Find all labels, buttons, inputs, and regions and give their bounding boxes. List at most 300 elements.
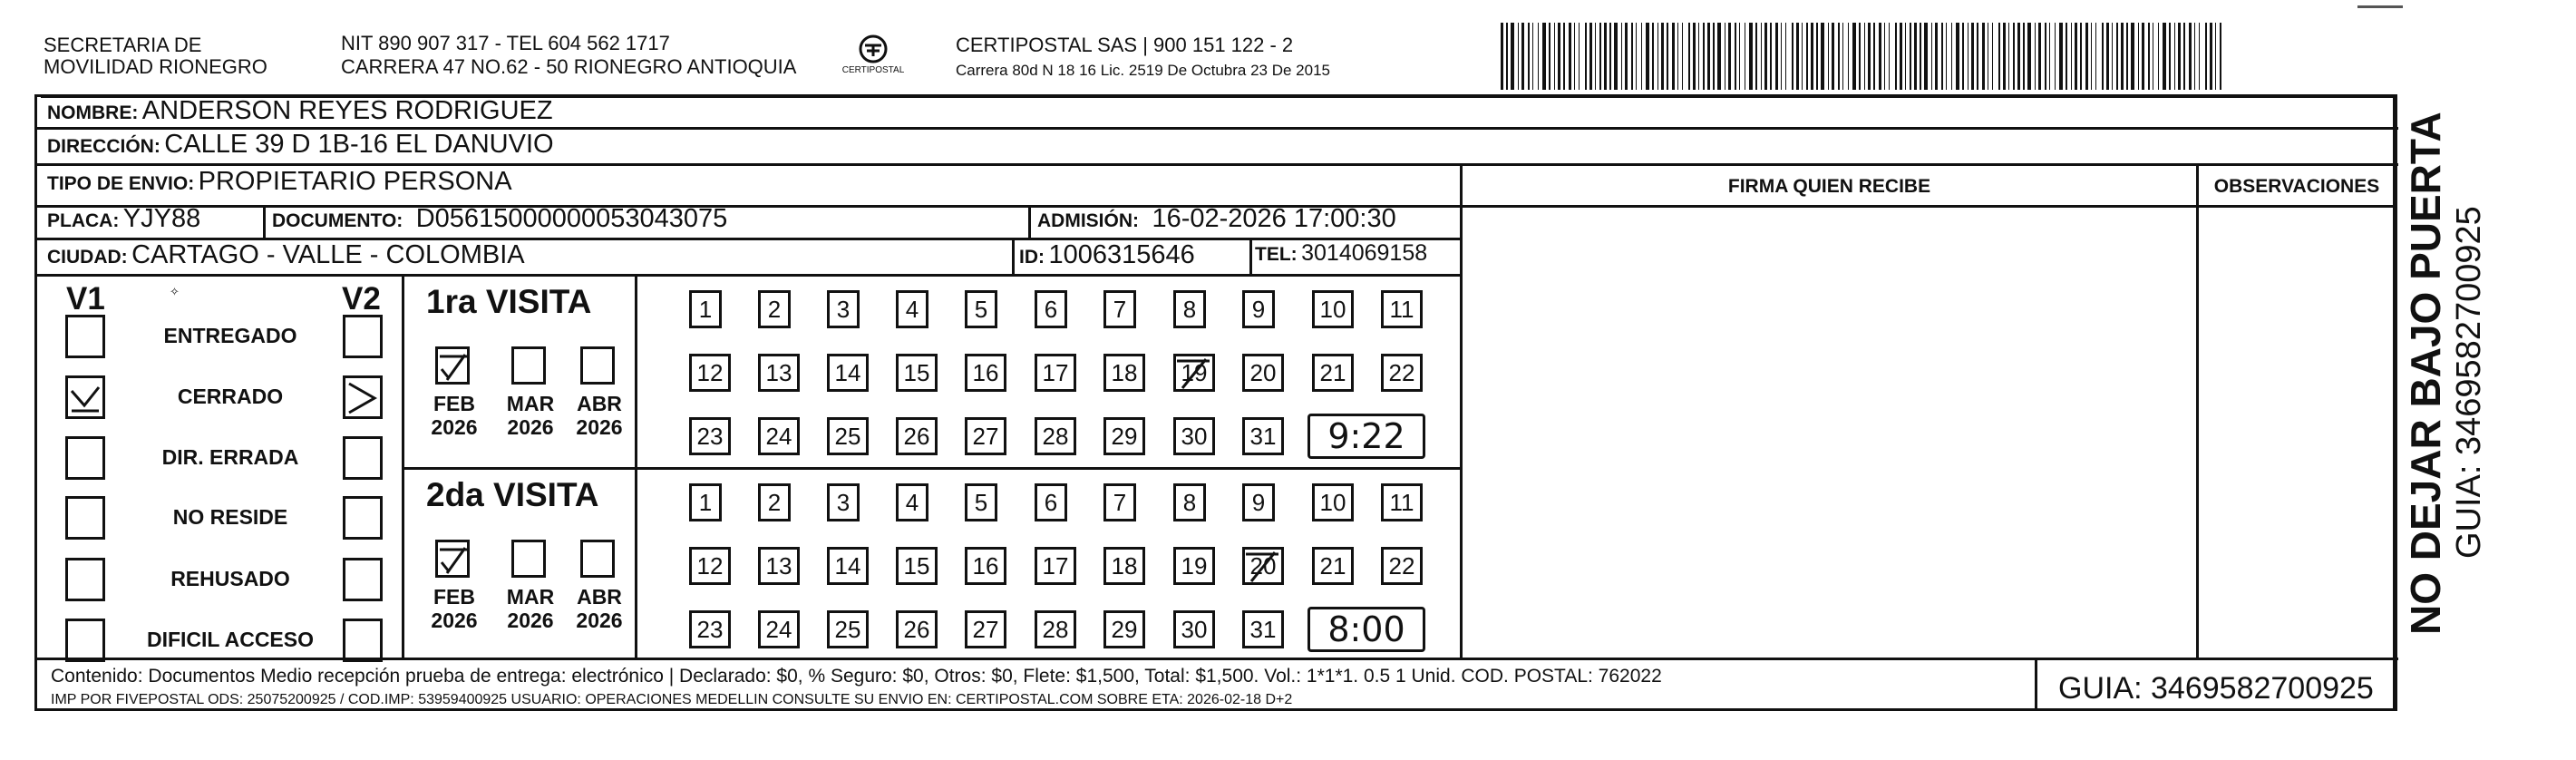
barcode-bar [1864,23,1865,90]
address-label: DIRECCIÓN: [47,136,160,157]
day-number: 7 [1113,296,1127,323]
side-guide: GUIA: 3469582700925 [2450,206,2488,559]
cell-divider [1012,238,1015,274]
barcode-bar [1532,23,1533,90]
day-number: 9 [1251,296,1266,323]
day-cell[interactable] [1035,354,1076,392]
footer-line [37,658,2398,660]
day-cell[interactable] [1242,290,1275,328]
barcode-bar [2080,23,2082,90]
address-line: CARRERA 47 NO.62 - 50 RIONEGRO ANTIOQUIA [341,55,797,78]
barcode-bar [1698,23,1699,90]
barcode-bar [1599,23,1601,90]
day-cell[interactable] [689,483,722,521]
visit-title: 2da VISITA [426,476,599,513]
address-field [47,130,554,160]
barcode-bar [1693,23,1696,90]
day-number: 26 [903,616,930,643]
v2-checkbox-4[interactable] [343,558,383,601]
day-cell[interactable] [758,483,791,521]
day-number: 24 [765,423,792,450]
day-cell[interactable] [1312,290,1354,328]
check-mark-icon [68,378,104,418]
day-number: 29 [1111,616,1138,643]
day-cell[interactable] [1242,610,1284,648]
barcode-bar [1501,23,1503,90]
barcode-bar [1563,23,1565,90]
v2-checkbox-1[interactable] [343,375,383,419]
day-cell[interactable] [965,417,1006,455]
name-value: ANDERSON REYES RODRIGUEZ [141,96,553,125]
col-line [635,274,637,658]
barcode-bar [1802,23,1803,90]
document-label: DOCUMENTO: [272,210,403,231]
status-label: NO RESIDE [172,505,288,529]
barcode-bar [1905,23,1906,90]
day-cell[interactable] [689,610,731,648]
admission-field [1037,204,1396,234]
tel-label: TEL: [1255,244,1298,265]
day-cell[interactable] [1035,547,1076,585]
day-cell[interactable] [1173,610,1215,648]
check-mark-icon [345,378,382,418]
day-cell[interactable] [827,547,869,585]
barcode-bar [1821,23,1824,90]
v1-checkbox-2[interactable] [65,436,105,480]
day-number: 19 [1181,359,1208,386]
day-cell[interactable] [1173,417,1215,455]
day-cell[interactable] [758,610,800,648]
day-cell[interactable] [965,610,1006,648]
day-cell[interactable] [1312,483,1354,521]
cross-mark-icon [1242,547,1284,585]
cell-divider [263,205,266,238]
admission-label: ADMISIÓN: [1037,210,1139,231]
day-cell[interactable] [689,290,722,328]
barcode-bar [2112,23,2113,90]
visit-time-box[interactable] [1307,414,1425,459]
day-cell[interactable] [1381,547,1423,585]
barcode-bar [2183,23,2185,90]
day-number: 14 [834,359,861,386]
day-number: 28 [1042,423,1069,450]
barcode-bar [1728,23,1731,90]
day-cell[interactable] [896,290,928,328]
row-line [1463,205,2396,208]
barcode-bar [1816,23,1818,90]
visit-time-value: 9:22 [1327,416,1405,456]
barcode-bar [1621,23,1622,90]
day-number: 25 [834,423,861,450]
day-number: 2 [767,489,782,516]
barcode-bar [1511,23,1514,90]
day-number: 2 [767,296,782,323]
day-cell[interactable] [1242,417,1284,455]
v2-checkbox-0[interactable] [343,315,383,358]
day-number: 29 [1111,423,1138,450]
barcode-bar [1558,23,1560,90]
year-label: 2026 [576,415,623,439]
side-warning: NO DEJAR BAJO PUERTA [2402,112,2449,635]
license-line: Carrera 80d N 18 16 Lic. 2519 De Octubra 23 De 2015 [956,62,1330,79]
plate-label: PLACA: [47,210,120,231]
day-cell[interactable] [1103,290,1136,328]
barcode-bar [1717,23,1721,90]
barcode-bar [1956,23,1959,90]
barcode-bar [2178,23,2181,90]
day-cell[interactable] [1103,547,1145,585]
name-label: NOMBRE: [47,102,139,123]
barcode-bar [1574,23,1575,90]
barcode-bar [1951,23,1952,90]
footer-guide: GUIA: 3469582700925 [2058,671,2374,706]
observations-header: OBSERVACIONES [2213,176,2380,197]
barcode-bar [2027,23,2031,90]
v1-checkbox-3[interactable] [65,496,105,540]
barcode-bar [1735,23,1736,90]
day-number: 21 [1319,359,1346,386]
visit-time-box[interactable] [1307,607,1425,652]
barcode-bar [1873,23,1875,90]
barcode-bar [1688,23,1690,90]
nit-line: NIT 890 907 317 - TEL 604 562 1717 [341,32,670,54]
day-cell[interactable] [965,483,997,521]
v2-checkbox-3[interactable] [343,496,383,540]
barcode-bar [1900,23,1902,90]
day-cell[interactable] [827,610,869,648]
day-cell[interactable] [1035,610,1076,648]
barcode-bar [1542,23,1546,90]
barcode-bar [1625,23,1628,90]
barcode-bar [1785,23,1786,90]
barcode-bar [1884,23,1885,90]
barcode-bar [1652,23,1654,90]
day-number: 18 [1111,552,1138,580]
barcode [1501,23,2226,93]
day-cell[interactable] [689,354,731,392]
day-number: 6 [1044,296,1058,323]
day-cell[interactable] [1312,354,1354,392]
barcode-bar [1931,23,1932,90]
barcode-bar [2059,23,2063,90]
day-cell[interactable] [689,547,731,585]
month-checkbox-feb[interactable] [435,540,470,578]
barcode-bar [2194,23,2195,90]
day-number: 30 [1181,423,1208,450]
visit-time-value: 8:00 [1327,609,1405,649]
day-cell[interactable] [896,610,938,648]
day-number: 27 [972,616,999,643]
day-number: 31 [1249,423,1277,450]
status-label: DIFICIL ACCESO [146,628,314,651]
barcode-bar [1554,23,1555,90]
barcode-bar [2189,23,2192,90]
barcode-bar [2023,23,2025,90]
city-value: CARTAGO - VALLE - COLOMBIA [131,240,525,269]
barcode-bar [1806,23,1808,90]
barcode-bar [1992,23,1993,90]
barcode-bar [2148,23,2150,90]
day-cell[interactable] [896,417,938,455]
city-label: CIUDAD: [47,247,128,268]
barcode-bar [2055,23,2056,90]
month-label: ABR [577,585,622,609]
v2-checkbox-2[interactable] [343,436,383,480]
barcode-bar [1506,23,1508,90]
plate-value: YJY88 [122,204,201,233]
barcode-bar [1589,23,1592,90]
barcode-bar [2066,23,2067,90]
barcode-bar [2003,23,2006,90]
day-cell[interactable] [827,290,860,328]
barcode-bar [1755,23,1757,90]
barcode-bar [1982,23,1985,90]
barcode-bar [2035,23,2036,90]
day-number: 25 [834,616,861,643]
type-label: TIPO DE ENVIO: [47,173,195,194]
check-mark-icon [438,349,469,384]
barcode-bar [2017,23,2020,90]
day-cell[interactable] [1173,354,1215,392]
barcode-bar [1838,23,1840,90]
day-number: 17 [1042,359,1069,386]
day-number: 8 [1182,489,1197,516]
day-number: 20 [1249,359,1277,386]
barcode-bar [1703,23,1705,90]
barcode-bar [2106,23,2109,90]
day-number: 31 [1249,616,1277,643]
day-number: 3 [836,489,851,516]
v2-header: V2 [342,281,381,317]
day-cell[interactable] [1381,290,1423,328]
col-line [2395,94,2397,711]
cell-divider [1028,205,1031,238]
barcode-bar [1852,23,1856,90]
barcode-bar [1935,23,1938,90]
barcode-bar [2169,23,2171,90]
barcode-bar [1941,23,1943,90]
barcode-bar [1962,23,1964,90]
month-checkbox-mar[interactable] [511,346,546,385]
tel-value: 3014069158 [1301,240,1428,266]
footer-print-line: IMP POR FIVEPOSTAL ODS: 25075200925 / COD.IMP: 53959400925 USUARIO: OPERACIONES MEDELLIN CONSULTE SU ENVIO EN: CERTIPOSTAL.COM SOBRE ETA: 2026-02-18 D+2 [51,692,1293,707]
barcode-bar [1528,23,1530,90]
day-cell[interactable] [1242,483,1275,521]
v1-header: V1 [66,281,105,317]
day-cell[interactable] [1035,290,1067,328]
day-number: 13 [765,359,792,386]
barcode-bar [1538,23,1539,90]
col-line [402,274,404,658]
status-label: DIR. ERRADA [161,445,299,469]
day-cell[interactable] [827,354,869,392]
barcode-bar [1595,23,1596,90]
barcode-bar [1667,23,1668,90]
logo-text: CERTIPOSTAL [841,65,905,75]
barcode-bar [1713,23,1715,90]
day-cell[interactable] [965,547,1006,585]
barcode-bar [2013,23,2015,90]
day-cell[interactable] [896,354,938,392]
day-number: 17 [1042,552,1069,580]
v2-checkbox-5[interactable] [343,619,383,662]
plate-field [47,204,200,234]
month-checkbox-mar[interactable] [511,540,546,578]
day-cell[interactable] [1242,354,1284,392]
day-number: 28 [1042,616,1069,643]
barcode-bar [2008,23,2009,90]
barcode-bar [2163,23,2166,90]
day-number: 18 [1111,359,1138,386]
month-label: MAR [506,392,555,415]
day-cell[interactable] [689,417,731,455]
day-cell[interactable] [758,547,800,585]
col-line [1460,163,1463,658]
barcode-bar [2205,23,2207,90]
id-label: ID: [1019,247,1045,268]
day-number: 23 [696,423,724,450]
day-cell[interactable] [1312,547,1354,585]
day-number: 22 [1388,552,1415,580]
v1-checkbox-0[interactable] [65,315,105,358]
barcode-bar [1682,23,1683,90]
day-cell[interactable] [1173,547,1215,585]
barcode-bar [2199,23,2200,90]
barcode-bar [1764,23,1767,90]
day-cell[interactable] [965,290,997,328]
barcode-bar [1920,23,1921,90]
day-cell[interactable] [758,354,800,392]
barcode-bar [2142,23,2144,90]
name-field [47,96,553,126]
day-cell[interactable] [1035,417,1076,455]
day-number: 7 [1113,489,1127,516]
day-cell[interactable] [1242,547,1284,585]
status-label: CERRADO [177,385,284,408]
day-cell[interactable] [965,354,1006,392]
day-cell[interactable] [1103,483,1136,521]
barcode-bar [2215,23,2216,90]
barcode-bar [2116,23,2118,90]
barcode-bar [1604,23,1607,90]
day-cell[interactable] [1173,290,1206,328]
day-number: 11 [1389,489,1414,516]
barcode-bar [1811,23,1813,90]
barcode-bar [1879,23,1881,90]
day-number: 15 [903,359,930,386]
day-number: 13 [765,552,792,580]
document-value: D05615000000053043075 [415,204,728,233]
v1-checkbox-1[interactable] [65,375,105,419]
barcode-bar [1549,23,1550,90]
v1-checkbox-5[interactable] [65,619,105,662]
day-cell[interactable] [1035,483,1067,521]
city-field [47,240,525,270]
v1-checkbox-4[interactable] [65,558,105,601]
barcode-bar [1792,23,1793,90]
month-label: FEB [433,585,475,609]
barcode-bar [1832,23,1834,90]
barcode-bar [2126,23,2128,90]
month-checkbox-feb[interactable] [435,346,470,385]
barcode-bar [1910,23,1911,90]
visit-divider [402,467,1463,470]
barcode-bar [2045,23,2046,90]
barcode-bar [1848,23,1849,90]
barcode-bar [2085,23,2088,90]
barcode-bar [1998,23,2000,90]
barcode-bar [1707,23,1710,90]
day-cell[interactable] [896,547,938,585]
day-cell[interactable] [758,417,800,455]
cell-divider [1249,238,1252,274]
barcode-bar [1518,23,1519,90]
barcode-bar [1749,23,1753,90]
month-label: FEB [433,392,475,415]
footer-contents: Contenido: Documentos Medio recepción prueba de entrega: electrónico | Declarado: $0, % Seguro: $0, Otros: $0, Flete: $1,500, Total: $1,500. Vol.: 1*1*1. 0.5 1 Unid. COD. POSTAL: 762022 [51,666,1662,687]
day-cell[interactable] [1173,483,1206,521]
day-cell[interactable] [1103,354,1145,392]
barcode-bar [1521,23,1524,90]
barcode-bar [2102,23,2104,90]
day-cell[interactable] [758,290,791,328]
day-number: 3 [836,296,851,323]
day-number: 20 [1249,552,1277,580]
year-label: 2026 [507,609,554,632]
day-number: 23 [696,616,724,643]
day-number: 5 [974,296,988,323]
day-number: 4 [905,489,919,516]
day-cell[interactable] [1103,610,1145,648]
day-number: 6 [1044,489,1058,516]
barcode-bar [1842,23,1843,90]
visit-title: 1ra VISITA [426,283,592,320]
year-label: 2026 [431,415,478,439]
day-cell[interactable] [1103,417,1145,455]
barcode-bar [2038,23,2041,90]
barcode-bar [1977,23,1978,90]
day-cell[interactable] [827,483,860,521]
barcode-bar [2095,23,2096,90]
day-number: 26 [903,423,930,450]
barcode-bar [2121,23,2124,90]
barcode-bar [1636,23,1637,90]
day-number: 22 [1388,359,1415,386]
barcode-bar [1889,23,1890,90]
barcode-bar [1579,23,1580,90]
day-cell[interactable] [827,417,869,455]
barcode-bar [2220,23,2221,90]
small-scribble: ✧ [170,285,180,298]
day-number: 12 [696,359,724,386]
month-checkbox-abr[interactable] [580,540,615,578]
id-value: 1006315646 [1048,240,1195,269]
barcode-bar [1895,23,1897,90]
barcode-bar [1661,23,1664,90]
day-cell[interactable] [1381,483,1423,521]
barcode-bar [2210,23,2212,90]
day-number: 21 [1319,552,1346,580]
barcode-bar [2075,23,2077,90]
barcode-bar [1781,23,1782,90]
barcode-bar [1569,23,1571,90]
month-checkbox-abr[interactable] [580,346,615,385]
day-cell[interactable] [1381,354,1423,392]
barcode-bar [1585,23,1587,90]
day-cell[interactable] [896,483,928,521]
day-number: 12 [696,552,724,580]
month-label: ABR [577,392,622,415]
